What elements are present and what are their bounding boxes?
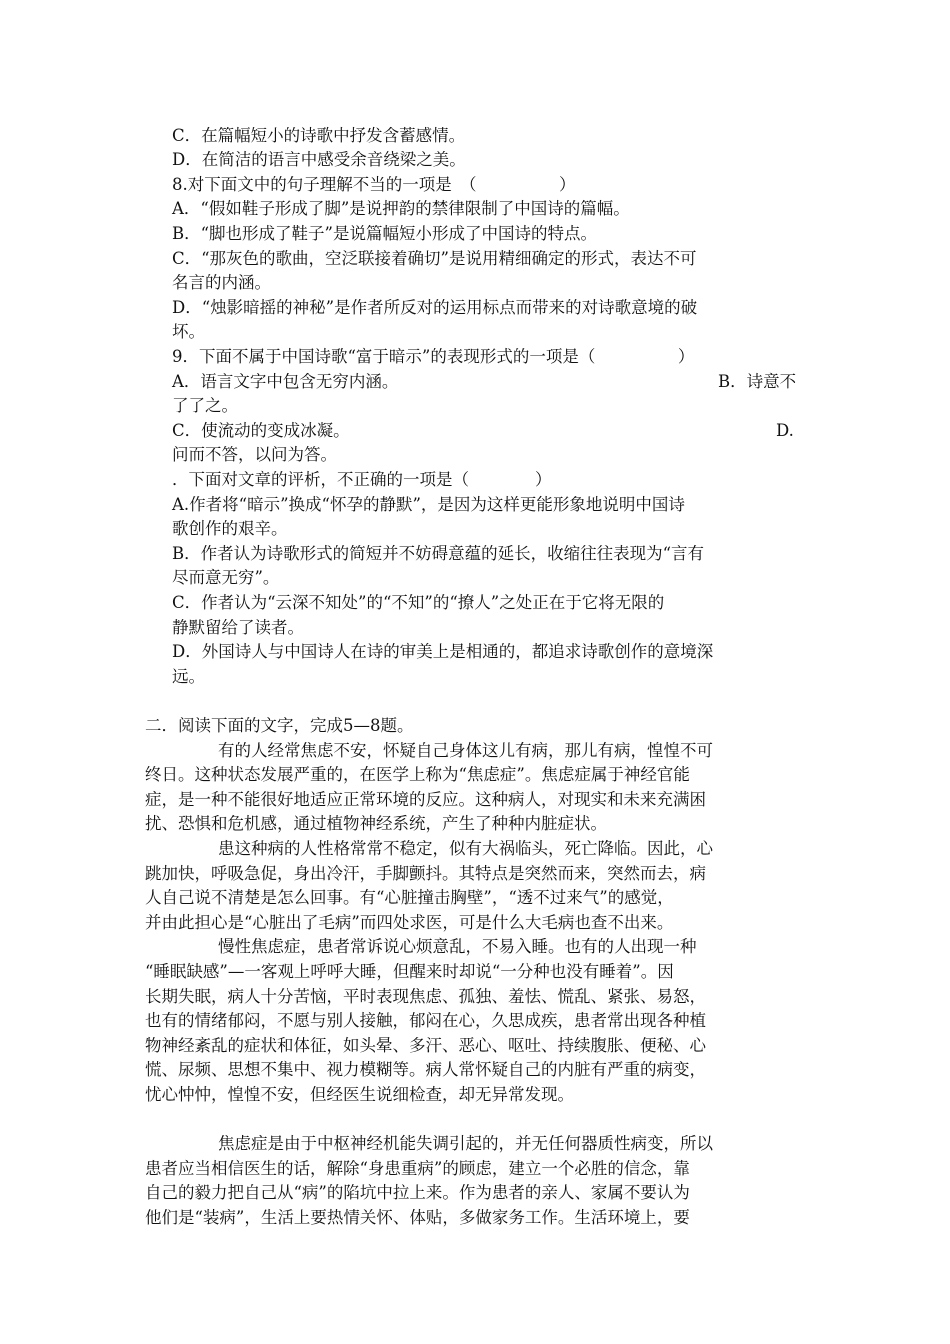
- q9-option-d: D.: [776, 421, 794, 440]
- paragraph-1-line-2: 终日。这种状态发展严重的，在医学上称为“焦虑症”。焦虑症属于神经官能: [145, 765, 690, 784]
- paragraph-3-line-6: 慌、尿频、思想不集中、视力模糊等。病人常怀疑自己的内脏有严重的病变，: [145, 1060, 706, 1079]
- q9-option-c: C．使流动的变成冰凝。: [172, 421, 350, 440]
- q10-option-c-cont: 静默留给了读者。: [172, 618, 304, 637]
- paragraph-4-line-1: 焦虑症是由于中枢神经机能失调引起的，并无任何器质性病变，所以: [218, 1134, 713, 1153]
- q10-option-d: D．外国诗人与中国诗人在诗的审美上是相通的，都追求诗歌创作的意境深: [172, 642, 714, 661]
- paragraph-1-line-3: 症，是一种不能很好地适应正常环境的反应。这种病人，对现实和未来充满困: [145, 790, 706, 809]
- q10-option-c: C．作者认为“云深不知处”的“不知”的“撩人”之处正在于它将无限的: [172, 593, 665, 612]
- paragraph-3-line-1: 慢性焦虑症，患者常诉说心烦意乱，不易入睡。也有的人出现一种: [218, 937, 697, 956]
- paragraph-4-line-2: 患者应当相信医生的话，解除“身患重病”的顾虑，建立一个必胜的信念，靠: [145, 1159, 690, 1178]
- section-2-heading: 二．阅读下面的文字，完成5—8题。: [145, 716, 414, 735]
- q10-option-a-cont: 歌创作的艰辛。: [172, 519, 288, 538]
- paragraph-2-line-1: 患这种病的人性格常常不稳定，似有大祸临头，死亡降临。因此，心: [218, 839, 713, 858]
- q8-option-d: D．“烛影暗摇的神秘”是作者所反对的运用标点而带来的对诗歌意境的破: [172, 298, 698, 317]
- paragraph-3-line-5: 物神经紊乱的症状和体征，如头晕、多汗、恶心、呕吐、持续腹胀、便秘、心: [145, 1036, 706, 1055]
- q9-option-b-cont: 了了之。: [172, 396, 238, 415]
- question-10: ．下面对文章的评析，不正确的一项是（ ）: [172, 470, 552, 489]
- question-9: 9．下面不属于中国诗歌“富于暗示”的表现形式的一项是（ ）: [172, 347, 695, 366]
- paragraph-4-line-3: 自己的毅力把自己从“病”的陷坑中拉上来。作为患者的亲人、家属不要认为: [145, 1183, 690, 1202]
- paragraph-2-line-3: 人自己说不清楚是怎么回事。有“心脏撞击胸壁”，“透不过来气”的感觉，: [145, 888, 674, 907]
- q10-option-d-cont: 远。: [172, 667, 205, 686]
- paragraph-4-line-4: 他们是“装病”，生活上要热情关怀、体贴，多做家务工作。生活环境上，要: [145, 1208, 690, 1227]
- paragraph-3-line-2: “睡眠缺感”—一客观上呼呼大睡，但醒来时却说“一分种也没有睡着”。因: [145, 962, 674, 981]
- q10-option-b-cont: 尽而意无穷”。: [172, 568, 280, 587]
- q9-option-d-cont: 问而不答，以问为答。: [172, 445, 337, 464]
- q10-option-a: A.作者将“暗示”换成“怀孕的静默”，是因为这样更能形象地说明中国诗: [172, 495, 685, 514]
- q9-option-b: B．诗意不: [718, 372, 797, 391]
- q10-option-b: B．作者认为诗歌形式的简短并不妨碍意蕴的延长，收缩往往表现为“言有: [172, 544, 705, 563]
- option-d-line: D．在简洁的语言中感受余音绕梁之美。: [172, 150, 466, 169]
- paragraph-3-line-7: 忧心忡忡，惶惶不安，但经医生说细检查，却无异常发现。: [145, 1085, 574, 1104]
- q9-option-a: A．语言文字中包含无穷内涵。: [172, 372, 399, 391]
- q8-option-d-cont: 坏。: [172, 322, 205, 341]
- paragraph-2-line-2: 跳加快，呼吸急促，身出冷汗，手脚颤抖。其特点是突然而来，突然而去，病: [145, 864, 706, 883]
- paragraph-1-line-1: 有的人经常焦虑不安，怀疑自己身体这儿有病，那儿有病，惶惶不可: [218, 741, 713, 760]
- paragraph-1-line-4: 扰、恐惧和危机感，通过植物神经系统，产生了种种内脏症状。: [145, 814, 607, 833]
- option-c-line: C．在篇幅短小的诗歌中抒发含蓄感情。: [172, 126, 466, 145]
- question-8: 8.对下面文中的句子理解不当的一项是 （ ）: [172, 175, 576, 194]
- q8-option-a: A．“假如鞋子形成了脚”是说押韵的禁律限制了中国诗的篇幅。: [172, 199, 630, 218]
- paragraph-3-line-4: 也有的情绪郁闷，不愿与别人接触，郁闷在心，久思成疾，患者常出现各种植: [145, 1011, 706, 1030]
- paragraph-2-line-4: 并由此担心是“心脏出了毛病”而四处求医，可是什么大毛病也查不出来。: [145, 913, 674, 932]
- paragraph-3-line-3: 长期失眠，病人十分苦恼，平时表现焦虑、孤独、羞怯、慌乱、紧张、易怒，: [145, 987, 706, 1006]
- q8-option-c: C．“那灰色的歌曲，空泛联接着确切”是说用精细确定的形式，表达不可: [172, 249, 697, 268]
- q8-option-b: B．“脚也形成了鞋子”是说篇幅短小形成了中国诗的特点。: [172, 224, 597, 243]
- q8-option-c-cont: 名言的内涵。: [172, 273, 271, 292]
